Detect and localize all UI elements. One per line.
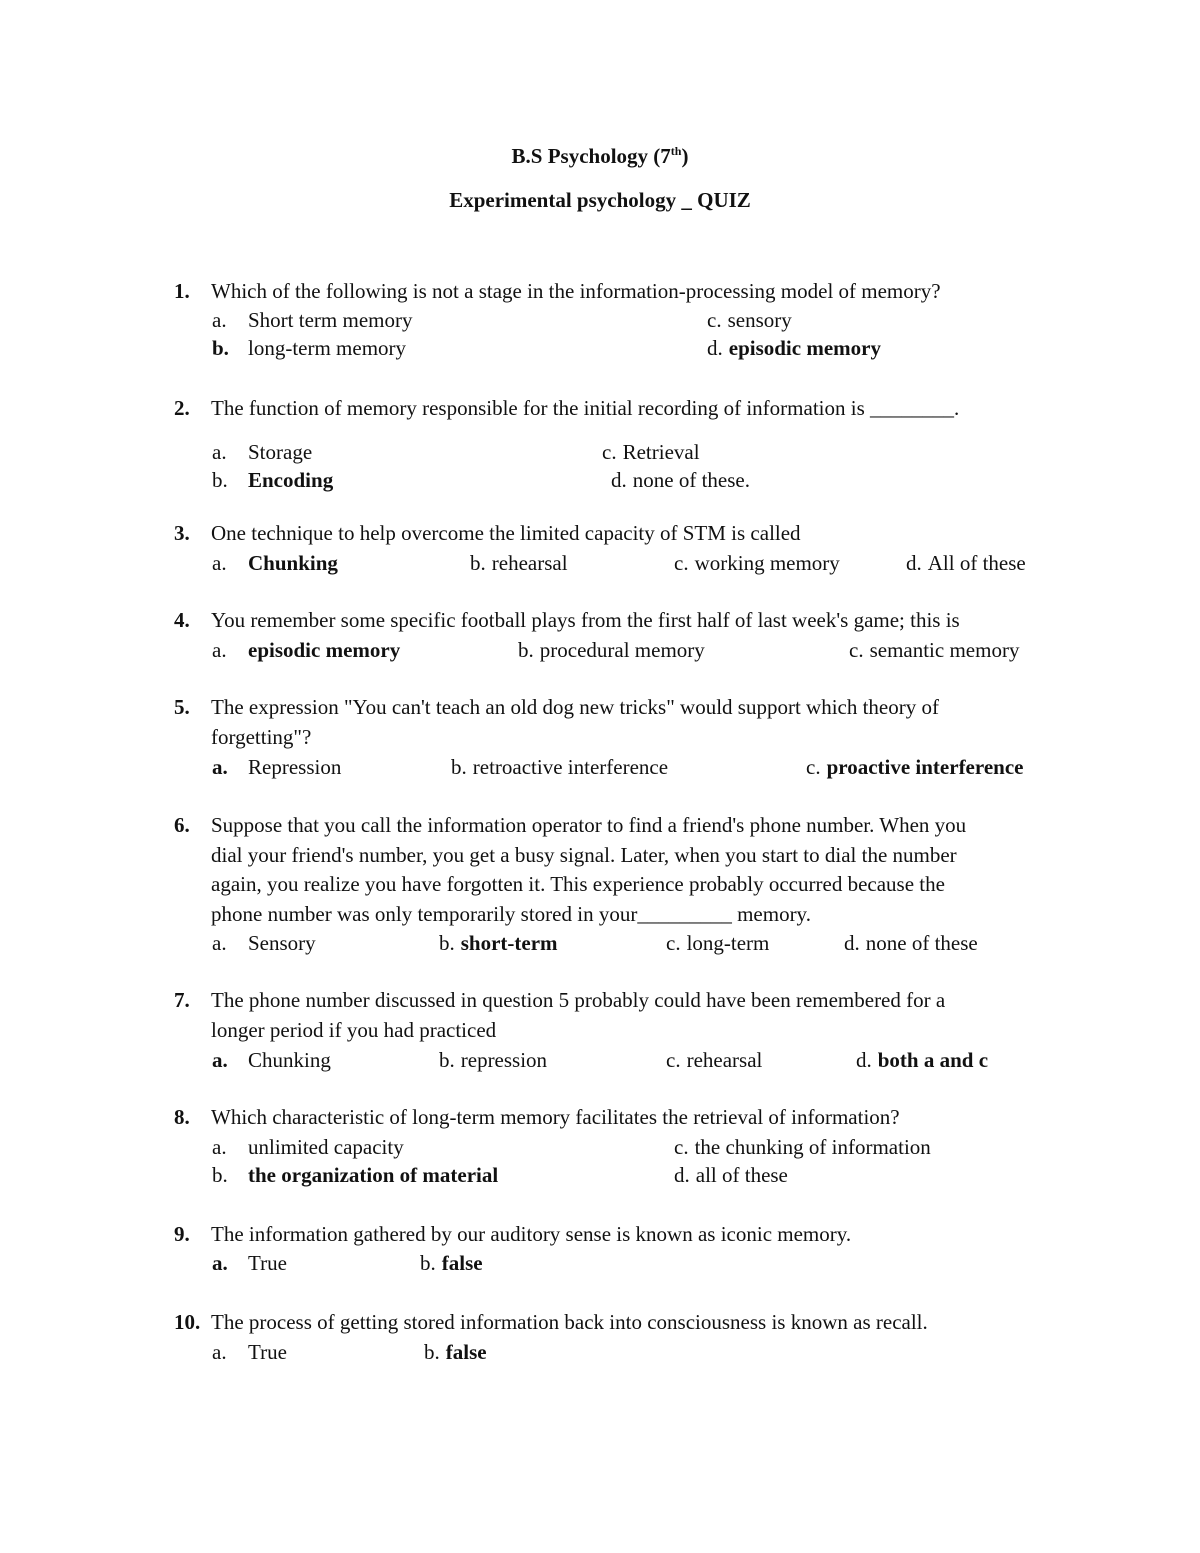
option-a: a. Repression xyxy=(212,755,342,779)
option-b: b. procedural memory xyxy=(518,638,705,662)
question-number: 1. xyxy=(174,279,190,303)
question-text-cont: longer period if you had practiced xyxy=(211,1017,497,1042)
question-text: Which characteristic of long-term memory facilitates the retrieval of information? xyxy=(211,1105,900,1129)
question-text: Suppose that you call the information operator to find a friend's phone number. When you xyxy=(211,813,967,837)
course-title: B.S Psychology (7th) xyxy=(511,144,689,168)
option-b-answer: b. Encoding xyxy=(212,468,334,492)
question-text: You remember some specific football plays from the first half of last week's game; this is xyxy=(211,608,960,632)
question-3 xyxy=(174,519,1074,575)
option-d: d. all of these xyxy=(674,1163,788,1187)
option-b: b. retroactive interference xyxy=(451,755,669,779)
question-7 xyxy=(174,986,1074,1072)
question-9 xyxy=(174,1220,1074,1275)
question-text-cont: forgetting"? xyxy=(211,724,312,749)
question-text-cont: dial your friend's number, you get a busy signal. Later, when you start to dial the number xyxy=(211,842,957,867)
option-b: b. rehearsal xyxy=(470,551,568,575)
question-text: The phone number discussed in question 5 probably could have been remembered for a xyxy=(211,988,946,1012)
option-b-answer: b. the organization of material xyxy=(212,1163,499,1187)
option-b-answer: b. false xyxy=(424,1340,487,1364)
option-b-answer: b. short-term xyxy=(439,931,558,955)
option-d: d. none of these. xyxy=(611,468,750,492)
question-text: The information gathered by our auditory sense is known as iconic memory. xyxy=(211,1222,852,1246)
question-number: 9. xyxy=(174,1222,190,1246)
question-1 xyxy=(174,277,1074,360)
quiz-title: Experimental psychology _ QUIZ xyxy=(449,188,751,212)
option-d: d. All of these xyxy=(906,551,1026,575)
option-a: a. Short term memory xyxy=(212,308,413,332)
option-a: a. True xyxy=(212,1251,287,1275)
option-b: b. repression xyxy=(439,1048,548,1072)
option-c: c. sensory xyxy=(707,308,792,332)
option-c: c. the chunking of information xyxy=(674,1135,931,1159)
option-c-answer: c. proactive interference xyxy=(806,755,1024,779)
question-text: Which of the following is not a stage in the information-processing model of memory? xyxy=(211,279,941,303)
question-4 xyxy=(174,606,1074,662)
option-a: a. Sensory xyxy=(212,931,316,955)
option-d-answer: d. both a and c xyxy=(856,1048,989,1072)
question-2 xyxy=(174,394,1074,492)
option-c: c. Retrieval xyxy=(602,440,700,464)
question-number: 6. xyxy=(174,813,190,837)
option-a-answer: a. episodic memory xyxy=(212,638,401,662)
question-10 xyxy=(174,1308,1074,1364)
option-c: c. long-term xyxy=(666,931,770,955)
option-d: d. none of these xyxy=(844,931,978,955)
option-a: a. Storage xyxy=(212,440,313,464)
question-5 xyxy=(174,693,1074,779)
option-a: a. unlimited capacity xyxy=(212,1135,404,1159)
question-number: 4. xyxy=(174,608,190,632)
question-number: 3. xyxy=(174,521,190,545)
question-number: 8. xyxy=(174,1105,190,1129)
option-a: a. True xyxy=(212,1340,287,1364)
question-text: The process of getting stored information back into consciousness is known as recall. xyxy=(211,1310,928,1334)
question-8 xyxy=(174,1103,1074,1187)
option-a-answer: a. Chunking xyxy=(212,551,338,575)
option-c: c. working memory xyxy=(674,551,840,575)
option-c: c. semantic memory xyxy=(849,638,1020,662)
question-text-cont: again, you realize you have forgotten it. This experience probably occurred because the xyxy=(211,872,945,896)
question-number: 10. xyxy=(174,1310,201,1334)
question-number: 7. xyxy=(174,988,190,1012)
question-text: The expression "You can't teach an old dog new tricks" would support which theory of xyxy=(211,695,939,719)
option-b-answer: b. false xyxy=(420,1251,483,1275)
question-6 xyxy=(174,811,1074,955)
option-a: a. Chunking xyxy=(212,1048,331,1072)
option-d-answer: d. episodic memory xyxy=(707,336,881,360)
option-c: c. rehearsal xyxy=(666,1048,763,1072)
question-text: The function of memory responsible for the initial recording of information is ________. xyxy=(211,396,960,420)
option-b: b. long-term memory xyxy=(212,336,407,360)
question-text-cont: phone number was only temporarily stored in your_________ memory. xyxy=(211,901,811,926)
question-text: One technique to help overcome the limited capacity of STM is called xyxy=(211,521,801,545)
question-number: 2. xyxy=(174,396,190,420)
question-number: 5. xyxy=(174,695,190,719)
